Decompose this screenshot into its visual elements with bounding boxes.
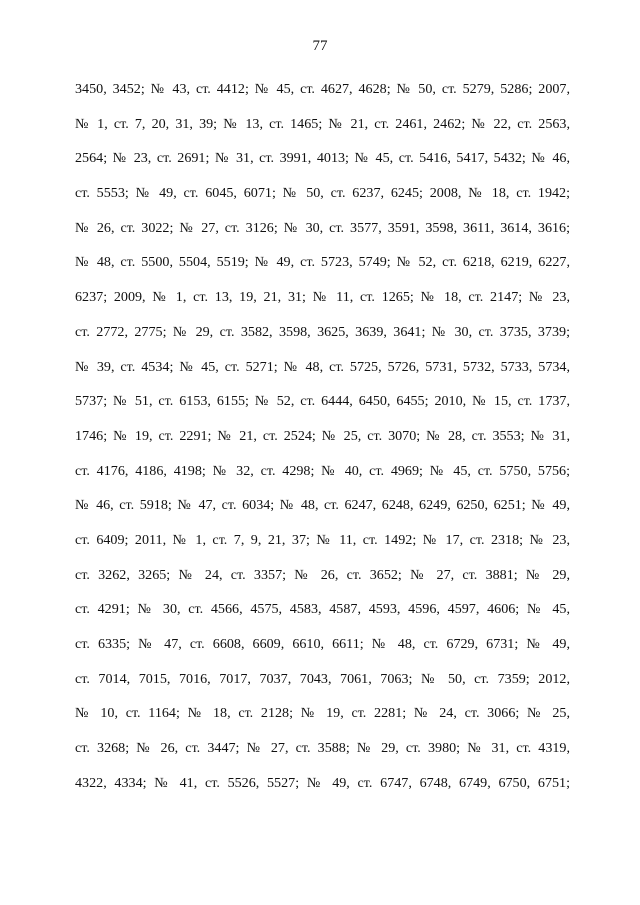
text-line: ст. 5553; № 49, ст. 6045, 6071; № 50, ст. 6237, 6245; 2008, № 18, ст. 1942; xyxy=(75,185,570,202)
text-line: ст. 4176, 4186, 4198; № 32, ст. 4298; № 40, ст. 4969; № 45, ст. 5750, 5756; xyxy=(75,462,570,479)
text-line: № 10, ст. 1164; № 18, ст. 2128; № 19, ст. 2281; № 24, ст. 3066; № 25, xyxy=(75,705,570,722)
text-line: 4322, 4334; № 41, ст. 5526, 5527; № 49, ст. 6747, 6748, 6749, 6750, 6751; xyxy=(75,774,570,791)
body-text xyxy=(75,76,570,804)
text-line: 5737; № 51, ст. 6153, 6155; № 52, ст. 6444, 6450, 6455; 2010, № 15, ст. 1737, xyxy=(75,393,570,410)
text-line: 2564; № 23, ст. 2691; № 31, ст. 3991, 4013; № 45, ст. 5416, 5417, 5432; № 46, xyxy=(75,150,570,167)
text-line: 3450, 3452; № 43, ст. 4412; № 45, ст. 4627, 4628; № 50, ст. 5279, 5286; 2007, xyxy=(75,81,570,97)
text-line: № 26, ст. 3022; № 27, ст. 3126; № 30, ст. 3577, 3591, 3598, 3611, 3614, 3616; xyxy=(75,219,570,236)
text-line: ст. 2772, 2775; № 29, ст. 3582, 3598, 3625, 3639, 3641; № 30, ст. 3735, 3739; xyxy=(75,323,570,340)
text-line: № 46, ст. 5918; № 47, ст. 6034; № 48, ст. 6247, 6248, 6249, 6250, 6251; № 49, xyxy=(75,497,570,514)
text-line: ст. 6335; № 47, ст. 6608, 6609, 6610, 6611; № 48, ст. 6729, 6731; № 49, xyxy=(75,636,570,652)
text-line: ст. 6409; 2011, № 1, ст. 7, 9, 21, 37; № 11, ст. 1492; № 17, ст. 2318; № 23, xyxy=(75,531,570,548)
text-line: ст. 3262, 3265; № 24, ст. 3357; № 26, ст. 3652; № 27, ст. 3881; № 29, xyxy=(75,566,570,583)
text-line: ст. 3268; № 26, ст. 3447; № 27, ст. 3588; № 29, ст. 3980; № 31, ст. 4319, xyxy=(75,740,570,757)
page-number: 77 xyxy=(312,38,328,54)
text-line: ст. 4291; № 30, ст. 4566, 4575, 4583, 4587, 4593, 4596, 4597, 4606; № 45, xyxy=(75,601,570,618)
text-line: № 48, ст. 5500, 5504, 5519; № 49, ст. 5723, 5749; № 52, ст. 6218, 6219, 6227, xyxy=(75,254,570,271)
text-line: 6237; 2009, № 1, ст. 13, 19, 21, 31; № 11, ст. 1265; № 18, ст. 2147; № 23, xyxy=(75,289,570,306)
text-line: № 39, ст. 4534; № 45, ст. 5271; № 48, ст. 5725, 5726, 5731, 5732, 5733, 5734, xyxy=(75,358,570,375)
text-line: 1746; № 19, ст. 2291; № 21, ст. 2524; № 25, ст. 3070; № 28, ст. 3553; № 31, xyxy=(75,427,570,444)
text-line: № 1, ст. 7, 20, 31, 39; № 13, ст. 1465; № 21, ст. 2461, 2462; № 22, ст. 2563, xyxy=(75,115,570,132)
text-line: ст. 7014, 7015, 7016, 7017, 7037, 7043, 7061, 7063; № 50, ст. 7359; 2012, xyxy=(75,670,570,687)
